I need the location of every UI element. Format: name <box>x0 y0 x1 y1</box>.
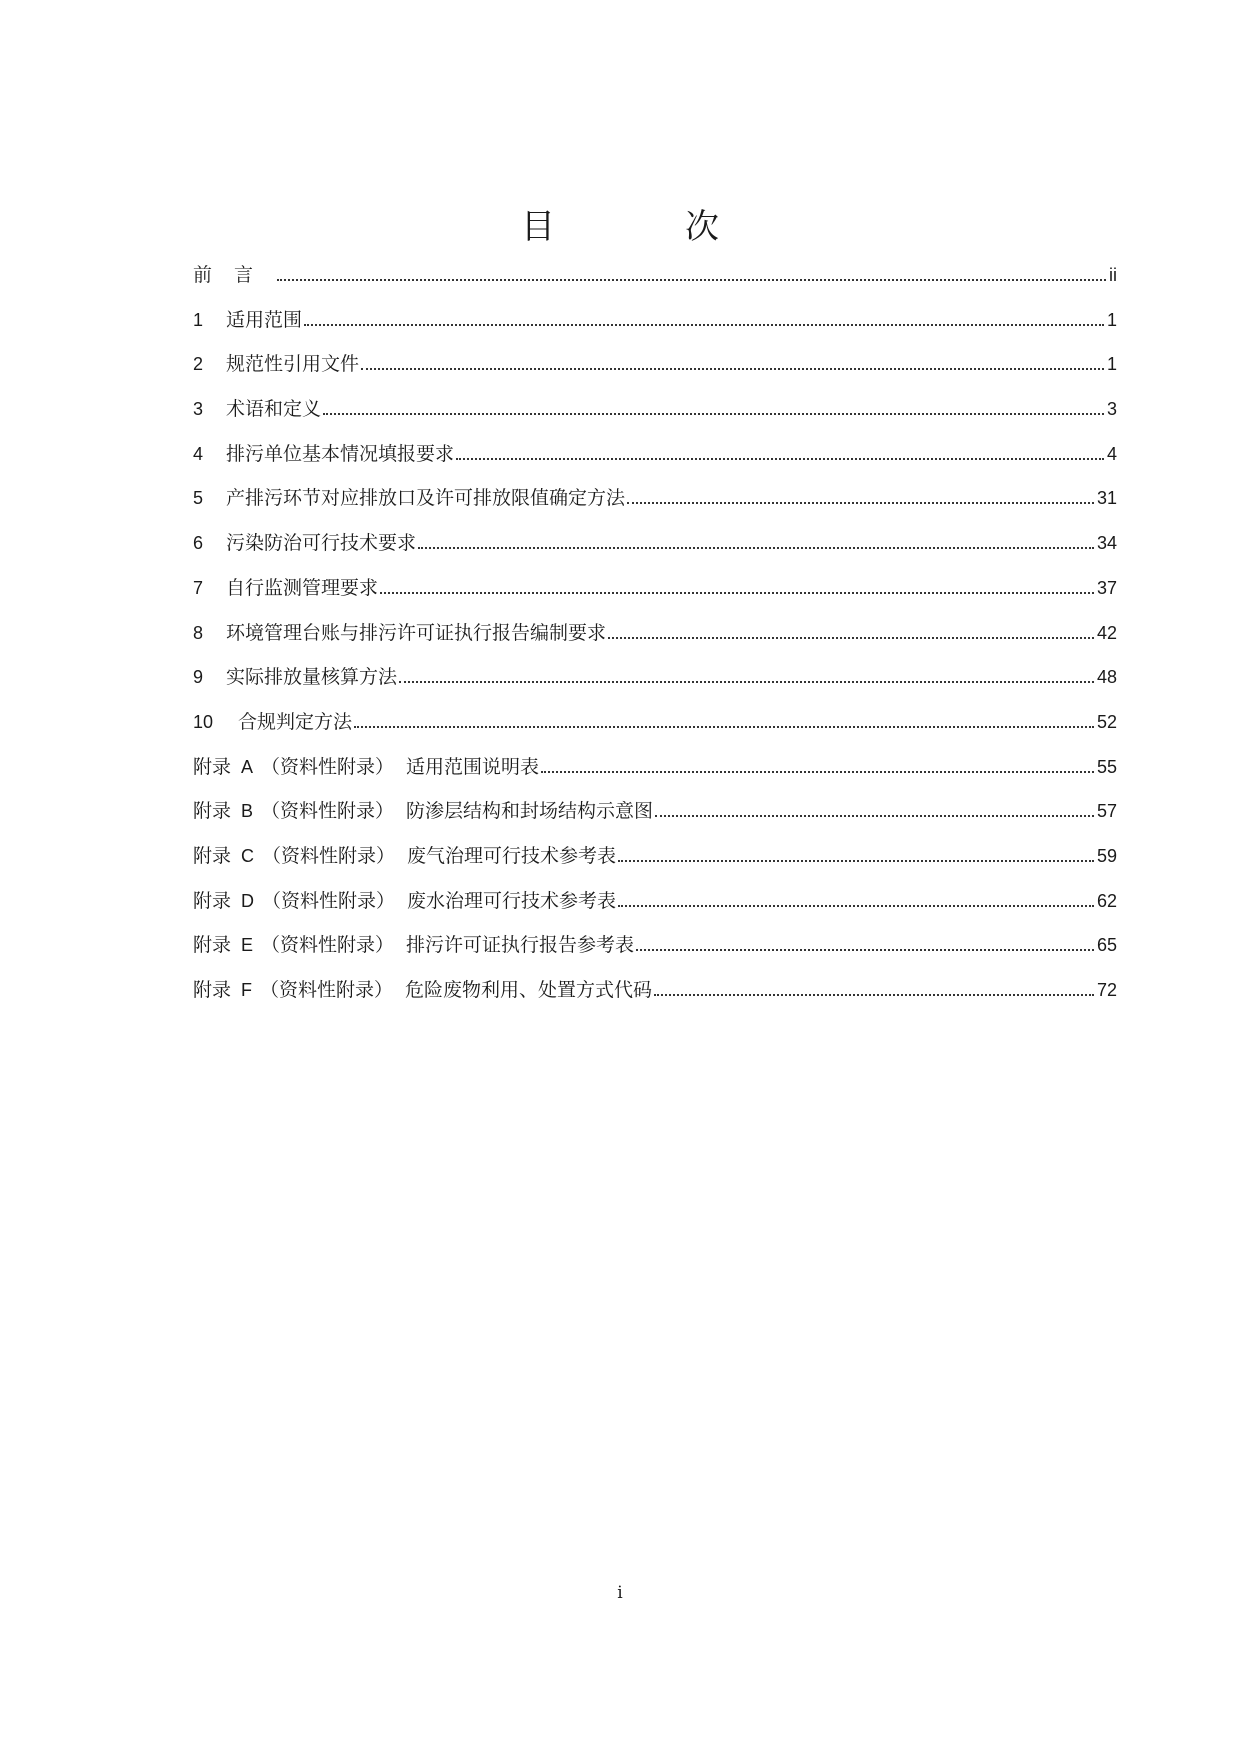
table-of-contents <box>193 262 1117 1022</box>
toc-appendix-type: （资料性附录） <box>261 934 395 957</box>
toc-appendix-type: （资料性附录） <box>260 979 394 1001</box>
toc-entry-chapter-2[interactable] <box>193 351 1117 396</box>
toc-page-number: 52 <box>1096 711 1117 732</box>
dot-leader <box>456 458 1104 460</box>
toc-chapter-number: 2 <box>193 354 204 375</box>
toc-appendix-letter: F <box>241 980 253 1000</box>
toc-entry-chapter-4[interactable] <box>193 441 1117 486</box>
toc-entry-title: 合规判定方法 <box>238 710 353 733</box>
toc-entry-title: 产排污环节对应排放口及许可排放限值确定方法 <box>226 487 626 510</box>
toc-entry-chapter-9[interactable] <box>193 664 1117 709</box>
toc-page-number: ii <box>1109 265 1117 285</box>
toc-appendix-letter: D <box>241 890 255 911</box>
toc-appendix-letter: E <box>241 935 254 956</box>
dot-leader <box>380 592 1094 594</box>
toc-entry-title: 适用范围 <box>226 308 303 331</box>
toc-entry-title: 危险废物利用、处置方式代码 <box>405 979 653 1001</box>
toc-appendix-type: （资料性附录） <box>261 755 395 778</box>
toc-entry-title: 排污许可证执行报告参考表 <box>406 934 635 957</box>
page-title: 目 次 <box>521 207 767 247</box>
toc-entry-title: 前言 <box>193 264 276 286</box>
toc-page-number: 62 <box>1096 890 1117 911</box>
toc-chapter-number: 4 <box>193 443 204 464</box>
toc-entry-appendix-a[interactable] <box>193 754 1117 799</box>
toc-appendix-letter: C <box>241 845 255 866</box>
toc-page-number: 1 <box>1106 354 1117 375</box>
toc-page-number: 65 <box>1096 935 1117 956</box>
toc-entry-title: 术语和定义 <box>226 398 322 421</box>
toc-appendix-prefix: 附录 <box>193 934 232 957</box>
toc-entry-title: 规范性引用文件 <box>226 353 360 376</box>
toc-page-number: 42 <box>1096 622 1117 643</box>
dot-leader <box>618 860 1094 862</box>
toc-chapter-number: 3 <box>193 399 204 420</box>
toc-entry-title: 排污单位基本情况填报要求 <box>226 442 455 465</box>
dot-leader <box>636 949 1094 951</box>
toc-page-number: 72 <box>1096 980 1117 1000</box>
toc-page-number: 55 <box>1096 756 1117 777</box>
dot-leader <box>654 994 1094 996</box>
toc-appendix-prefix: 附录 <box>193 755 232 778</box>
toc-page-number: 59 <box>1096 845 1117 866</box>
toc-chapter-number: 7 <box>193 577 204 598</box>
toc-appendix-prefix: 附录 <box>193 844 232 867</box>
toc-page-number: 34 <box>1096 533 1117 554</box>
toc-entry-title: 环境管理台账与排污许可证执行报告编制要求 <box>226 621 607 644</box>
toc-entry-chapter-3[interactable] <box>193 396 1117 441</box>
toc-appendix-prefix: 附录 <box>193 979 232 1001</box>
toc-page-number: 37 <box>1096 577 1117 598</box>
toc-entry-title: 自行监测管理要求 <box>226 576 379 599</box>
toc-appendix-letter: A <box>241 756 254 777</box>
dot-leader <box>608 637 1094 639</box>
toc-entry-title: 废水治理可行技术参考表 <box>407 889 617 912</box>
dot-leader <box>627 502 1094 504</box>
footer-page-number: i <box>617 1583 623 1603</box>
dot-leader <box>277 279 1106 281</box>
toc-entry-chapter-1[interactable] <box>193 307 1117 352</box>
toc-chapter-number: 1 <box>193 309 204 330</box>
dot-leader <box>361 368 1104 370</box>
toc-entry-chapter-7[interactable] <box>193 575 1117 620</box>
toc-appendix-type: （资料性附录） <box>262 889 396 912</box>
dot-leader <box>618 905 1094 907</box>
toc-appendix-prefix: 附录 <box>193 800 232 823</box>
toc-entry-title: 污染防治可行技术要求 <box>226 532 417 555</box>
toc-appendix-type: （资料性附录） <box>262 844 396 867</box>
toc-appendix-prefix: 附录 <box>193 889 232 912</box>
toc-entry-appendix-b[interactable] <box>193 798 1117 843</box>
toc-entry-chapter-10[interactable] <box>193 709 1117 754</box>
toc-entry-chapter-5[interactable] <box>193 485 1117 530</box>
toc-appendix-type: （资料性附录） <box>261 800 395 823</box>
toc-page-number: 4 <box>1106 443 1117 464</box>
toc-chapter-number: 6 <box>193 533 204 554</box>
toc-entry-appendix-d[interactable] <box>193 888 1117 933</box>
toc-chapter-number: 8 <box>193 622 204 643</box>
dot-leader <box>655 815 1094 817</box>
toc-entry-title: 防渗层结构和封场结构示意图 <box>406 800 654 823</box>
dot-leader <box>354 726 1094 728</box>
dot-leader <box>418 547 1094 549</box>
dot-leader <box>304 324 1104 326</box>
toc-entry-title: 实际排放量核算方法 <box>226 666 398 689</box>
dot-leader <box>323 413 1104 415</box>
dot-leader <box>541 771 1094 773</box>
toc-entry-chapter-8[interactable] <box>193 620 1117 665</box>
toc-entry-appendix-c[interactable] <box>193 843 1117 888</box>
toc-page-number: 1 <box>1106 309 1117 330</box>
toc-appendix-letter: B <box>241 801 254 822</box>
toc-entry-title: 废气治理可行技术参考表 <box>407 844 617 867</box>
dot-leader <box>399 681 1094 683</box>
toc-page-number: 48 <box>1096 667 1117 688</box>
toc-page-number: 57 <box>1096 801 1117 822</box>
toc-entry-appendix-e[interactable] <box>193 932 1117 977</box>
toc-entry-preface[interactable] <box>193 262 1117 307</box>
toc-entry-appendix-f[interactable] <box>193 977 1117 1022</box>
toc-entry-chapter-6[interactable] <box>193 530 1117 575</box>
toc-chapter-number: 5 <box>193 488 204 509</box>
toc-page-number: 31 <box>1096 488 1117 509</box>
toc-chapter-number: 10 <box>193 711 214 732</box>
toc-chapter-number: 9 <box>193 667 204 688</box>
toc-page-number: 3 <box>1106 399 1117 420</box>
toc-entry-title: 适用范围说明表 <box>406 755 540 778</box>
